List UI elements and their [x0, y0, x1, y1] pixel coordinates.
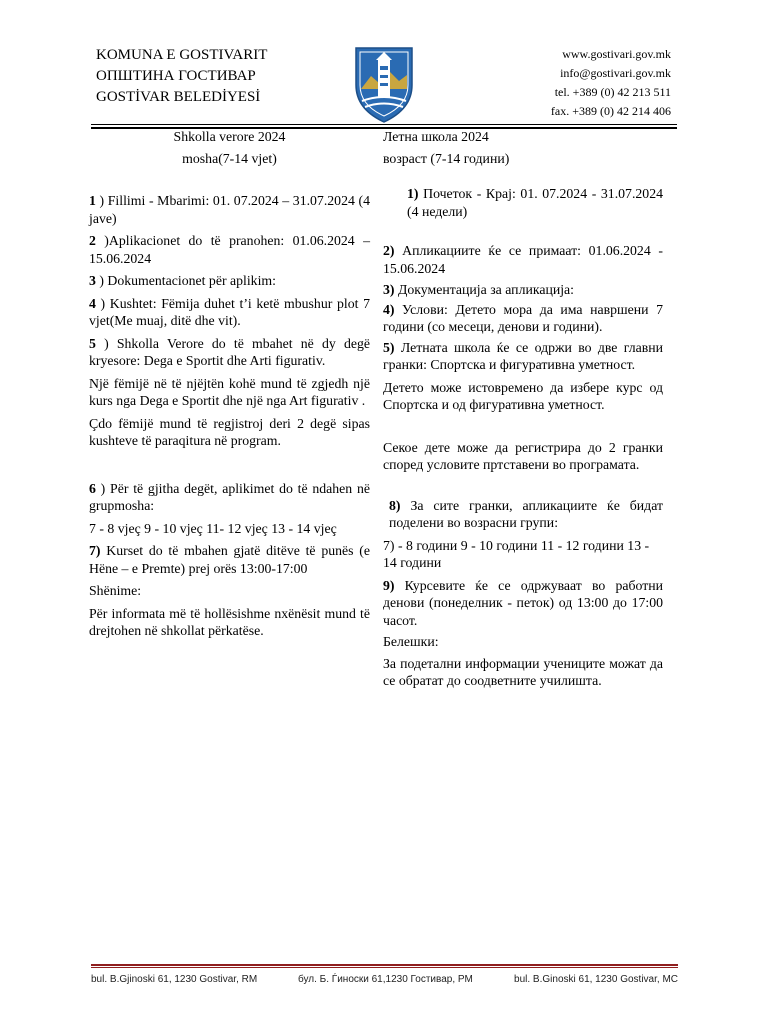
- item-number: 8): [389, 497, 401, 513]
- albanian-notes-text: Për informata më të hollësishme nxënësit mund të drejtohen në shkollat përkatëse.: [89, 605, 370, 638]
- albanian-age-groups: 7 - 8 vjeç 9 - 10 vjeç 11- 12 vjeç 13 - 14 vjeç: [89, 520, 337, 536]
- macedonian-subtitle: возраст (7-14 години): [383, 150, 510, 166]
- albanian-each-child-paragraph: Çdo fëmijë mund të regjistroj deri 2 degë sipas kushteve të paraqitura në program.: [89, 415, 370, 448]
- municipality-crest-logo: [353, 45, 415, 125]
- macedonian-item-3: [383, 281, 663, 299]
- macedonian-item-2: [383, 242, 663, 277]
- footer-rule-thick: [91, 964, 678, 966]
- item-text: ) Fillimi - Mbarimi: 01. 07.2024 – 31.07.2024 (4 jave): [89, 193, 370, 226]
- item-number: 3): [383, 282, 395, 297]
- albanian-item-3: [89, 272, 370, 290]
- website-link[interactable]: www.gostivari.gov.mk: [562, 47, 671, 61]
- email-link[interactable]: info@gostivari.gov.mk: [560, 66, 671, 80]
- item-text: За сите гранки, апликациите ќе бидат поделени во возрасни групи:: [389, 497, 663, 530]
- macedonian-item-5: [383, 339, 663, 374]
- footer-address-macedonian: бул. Б. Ѓиноски 61,1230 Гостивар, РМ: [298, 974, 473, 985]
- item-text: ) Për të gjitha degët, aplikimet do të ndahen në grupmosha:: [89, 480, 370, 513]
- item-text: Летната школа ќе се одржи во две главни гранки: Спортска и фигуративна уметност.: [383, 339, 663, 372]
- macedonian-title: Летна школа 2024: [383, 129, 489, 144]
- item-number: 3: [89, 273, 96, 288]
- item-text: Документација за апликација:: [394, 282, 575, 297]
- albanian-one-child-paragraph: Një fëmijë në të njëjtën kohë mund të zgjedh një kurs nga Dega e Sportit dhe një nga Art figurativ .: [89, 375, 370, 408]
- albanian-subtitle: mosha(7-14 vjet): [182, 150, 277, 166]
- macedonian-item-9: [383, 577, 663, 630]
- item-number: 2: [89, 233, 96, 248]
- macedonian-item-8: [383, 497, 663, 532]
- item-text: Курсевите ќе се одржуваат во работни денови (понеделник - петок) од 13:00 до 17:00 часот.: [383, 577, 663, 628]
- macedonian-notes-label: Белешки:: [383, 634, 439, 649]
- item-text: ) Dokumentacionet për aplikim:: [95, 273, 276, 288]
- macedonian-notes-text: За подетални информации учениците можат да се обратат до соодветните училишта.: [383, 655, 663, 688]
- albanian-item-2: [89, 232, 370, 267]
- phone-number: tel. +389 (0) 42 213 511: [554, 85, 671, 99]
- header-rule-thin: [91, 124, 677, 125]
- item-text: Почеток - Крај: 01. 07.2024 - 31.07.2024 (4 недели): [407, 186, 663, 219]
- contact-info: [551, 45, 671, 121]
- albanian-column: [89, 128, 370, 640]
- item-text: )Aplikacionet do të pranohen: 01.06.2024 – 15.06.2024: [89, 233, 370, 266]
- albanian-item-7: [89, 542, 370, 577]
- item-number: 4): [383, 301, 395, 317]
- albanian-title: Shkolla verore 2024: [173, 129, 286, 144]
- item-text: Апликациите ќе се примаат: 01.06.2024 - 15.06.2024: [383, 243, 663, 276]
- item-number: 4: [89, 295, 96, 311]
- item-text: Kurset do të mbahen gjatë ditëve të punës (e Hëne – e Premte) prej orës 13:00-17:00: [89, 543, 370, 576]
- macedonian-one-child-paragraph: Детето може истовремено да избере курс од Спортска и од фигуративна уметност.: [383, 379, 663, 412]
- municipality-name-macedonian: ОПШТИНА ГОСТИВАР: [96, 68, 256, 84]
- fax-number: fax. +389 (0) 42 214 406: [550, 104, 671, 118]
- item-text: ) Shkolla Verore do të mbahet në dy degë kryesore: Dega e Sportit dhe Arti figurativ.: [89, 335, 370, 368]
- item-text: Услови: Детето мора да има навршени 7 години (со месеци, денови и години).: [383, 301, 663, 334]
- albanian-item-1: [89, 192, 370, 227]
- municipality-name-block: [96, 45, 267, 108]
- item-number: 1: [89, 193, 96, 208]
- item-number: 1): [407, 186, 419, 201]
- macedonian-item-4: [383, 301, 663, 336]
- item-number: 7): [89, 543, 101, 558]
- albanian-item-6: [89, 480, 370, 515]
- item-text: ) Kushtet: Fëmija duhet t’i ketë mbushur plot 7 vjet(Me muaj, ditë dhe vit).: [89, 295, 370, 328]
- macedonian-age-groups: 7) - 8 години 9 - 10 години 11 - 12 години 13 - 14 години: [383, 537, 650, 570]
- municipality-name-turkish: GOSTİVAR BELEDİYESİ: [96, 89, 261, 105]
- item-number: 5: [89, 335, 96, 351]
- macedonian-column: [383, 128, 663, 690]
- item-number: 6: [89, 480, 96, 496]
- footer-address-turkish: bul. B.Ginoski 61, 1230 Gostivar, MC: [514, 974, 678, 985]
- macedonian-each-child-paragraph: Секое дете може да регистрира до 2 гранки според условите пртставени во програмата.: [383, 439, 663, 472]
- item-number: 9): [383, 577, 395, 593]
- footer-rule-thin: [91, 967, 678, 968]
- municipality-name-albanian: KOMUNA E GOSTIVARIT: [96, 47, 268, 63]
- item-number: 5): [383, 339, 395, 355]
- footer-address-albanian: bul. B.Gjinoski 61, 1230 Gostivar, RM: [91, 974, 258, 985]
- albanian-item-5: [89, 335, 370, 370]
- macedonian-item-1: [383, 185, 663, 220]
- albanian-item-4: [89, 295, 370, 330]
- item-number: 2): [383, 243, 395, 258]
- albanian-notes-label: Shënime:: [89, 583, 142, 598]
